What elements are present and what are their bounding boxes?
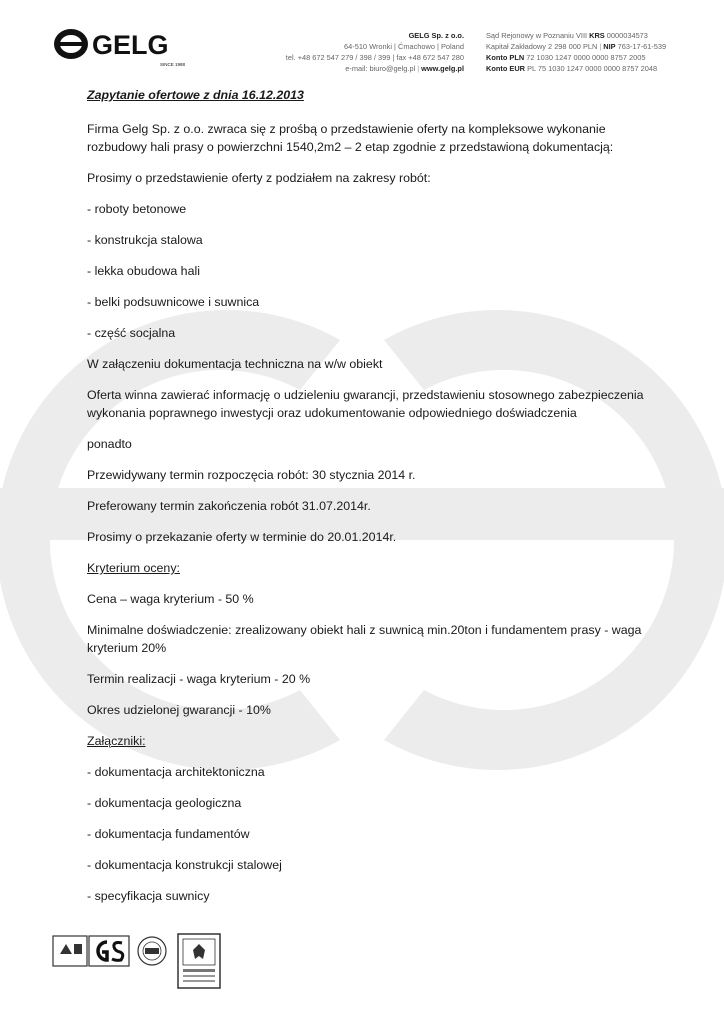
attachment-item: - dokumentacja architektoniczna (87, 765, 265, 779)
attachment-item: - dokumentacja geologiczna (87, 796, 242, 810)
email-text[interactable]: e-mail: biuro@gelg.pl (345, 64, 416, 73)
scope-intro: Prosimy o przedstawienie oferty z podziałem na zakresy robót: (87, 171, 431, 185)
letterhead (0, 24, 724, 84)
attachment-item: - dokumentacja fundamentów (87, 827, 250, 841)
attachments-heading: Załączniki: (87, 734, 146, 748)
capital-line: Kapitał Zakładowy 2 298 000 PLN | NIP 763-17-61-539 (486, 42, 667, 51)
moreover-text: ponadto (87, 437, 132, 451)
address-line-1: 64-510 Wronki | Ćmachowo | Poland (344, 42, 464, 51)
criterion-item: Minimalne doświadczenie: zrealizowany obiekt hali z suwnicą min.20ton i fundamentem prasy - waga kryterium 20% (87, 623, 642, 655)
court-line: Sąd Rejonowy w Poznaniu VIII KRS 0000034573 (486, 31, 648, 40)
document-title: Zapytanie ofertowe z dnia 16.12.2013 (87, 88, 304, 102)
logo-text: GELG (92, 30, 169, 60)
scope-item: - lekka obudowa hali (87, 264, 200, 278)
company-address-block (286, 30, 464, 74)
offer-deadline: Prosimy o przekazanie oferty w terminie do 20.01.2014r. (87, 530, 397, 544)
gs-mark-icon (89, 936, 129, 966)
contact-line: e-mail: biuro@gelg.pl | www.gelg.pl (345, 64, 464, 73)
attachment-item: - specyfikacja suwnicy (87, 889, 210, 903)
website-link[interactable]: www.gelg.pl (421, 64, 464, 73)
scope-item: - belki podsuwnicowe i suwnica (87, 295, 260, 309)
criterion-item: Okres udzielonej gwarancji - 10% (87, 703, 271, 717)
intro-paragraph: Firma Gelg Sp. z o.o. zwraca się z prośbą o przedstawienie oferty na kompleksowe wykonanie rozbudowy hali prasy o powierzchni 1540,2m2 – 2 etap zgodnie z przedstawioną dokumentacją: (87, 122, 614, 154)
company-name: GELG Sp. z o.o. (408, 31, 464, 40)
iqnet-icon (138, 937, 166, 965)
end-date: Preferowany termin zakończenia robót 31.07.2014r. (87, 499, 371, 513)
attachment-note: W załączeniu dokumentacja techniczna na w/w obiekt (87, 357, 383, 371)
pln-account-line: Konto PLN 72 1030 1247 0000 0000 8757 2005 (486, 53, 646, 62)
certification-logos (52, 932, 232, 992)
document-body (87, 86, 647, 918)
attachment-item: - dokumentacja konstrukcji stalowej (87, 858, 282, 872)
logo-since: SINCE 1988 (160, 62, 186, 67)
address-line-2: tel. +48 672 547 279 / 398 / 399 | fax +48 672 547 280 (285, 53, 464, 62)
criterion-item: Cena – waga kryterium - 50 % (87, 592, 254, 606)
scope-item: - część socjalna (87, 326, 176, 340)
tuv-certificate-icon (53, 936, 87, 966)
eur-account-line: Konto EUR PL 75 1030 1247 0000 0000 8757 2048 (486, 64, 658, 73)
registration-block (486, 30, 666, 74)
criteria-heading: Kryterium oceny: (87, 561, 180, 575)
gelg-logo (52, 24, 212, 70)
offer-requirements: Oferta winna zawierać informację o udzieleniu gwarancji, przedstawieniu stosownego zabezpieczenia wykonania poprawnego inwestycji oraz udokumentowanie odpowiedniego doświadczenia (87, 388, 644, 420)
scope-item: - konstrukcja stalowa (87, 233, 203, 247)
criterion-item: Termin realizacji - waga kryterium - 20 % (87, 672, 311, 686)
start-date: Przewidywany termin rozpoczęcia robót: 30 stycznia 2014 r. (87, 468, 416, 482)
polish-emblem-icon (178, 934, 220, 988)
scope-item: - roboty betonowe (87, 202, 187, 216)
